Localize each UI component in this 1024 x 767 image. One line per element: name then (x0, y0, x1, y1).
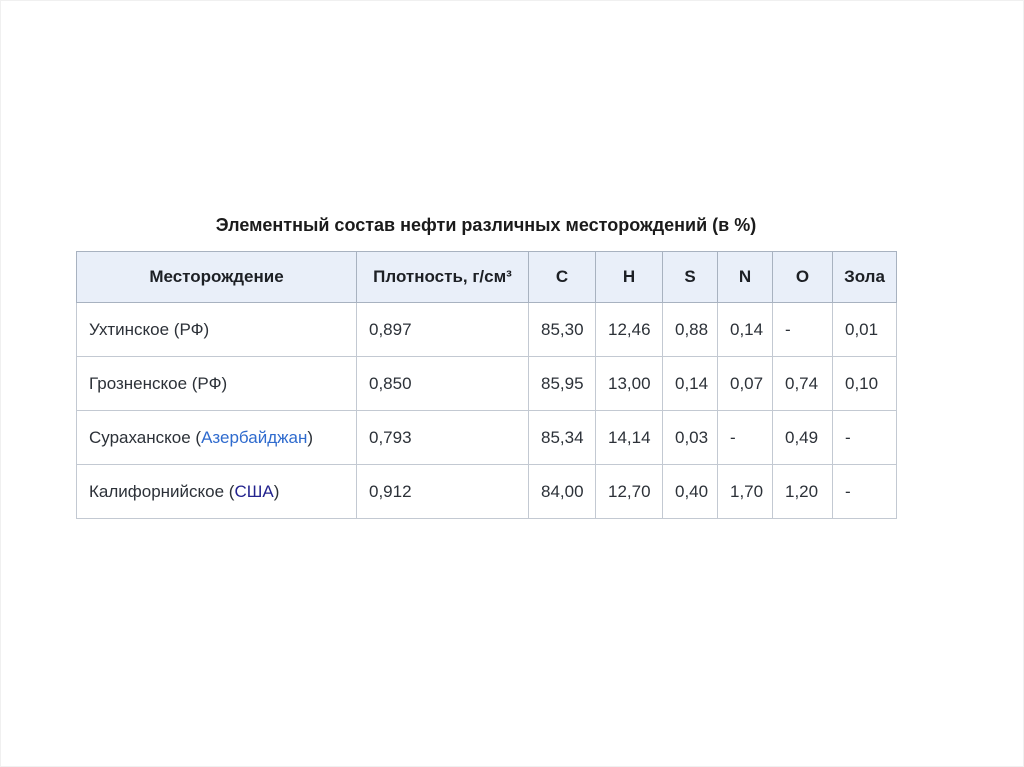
country-text: РФ (179, 319, 204, 339)
cell-deposit (77, 303, 357, 357)
table-row (77, 465, 897, 519)
cell-n: - (718, 411, 773, 465)
col-header-deposit: Месторождение (77, 252, 357, 303)
col-header-ash: Зола (833, 252, 897, 303)
cell-c: 85,34 (529, 411, 596, 465)
table-row (77, 411, 897, 465)
cell-deposit (77, 411, 357, 465)
cell-n: 1,70 (718, 465, 773, 519)
table-row (77, 303, 897, 357)
cell-o: - (773, 303, 833, 357)
cell-deposit (77, 357, 357, 411)
cell-h: 12,46 (596, 303, 663, 357)
deposit-name-suffix: ) (307, 427, 314, 447)
col-header-n: N (718, 252, 773, 303)
cell-o: 0,49 (773, 411, 833, 465)
cell-ash: 0,10 (833, 357, 897, 411)
col-header-c: C (529, 252, 596, 303)
cell-ash: 0,01 (833, 303, 897, 357)
table-row (77, 357, 897, 411)
cell-density: 0,850 (357, 357, 529, 411)
cell-h: 14,14 (596, 411, 663, 465)
country-link-usa[interactable]: США (234, 481, 274, 501)
cell-o: 0,74 (773, 357, 833, 411)
deposit-name: Ухтинское ( (89, 319, 180, 339)
deposit-name-suffix: ) (273, 481, 280, 501)
cell-s: 0,14 (663, 357, 718, 411)
col-header-h: H (596, 252, 663, 303)
deposit-name: Сураханское ( (89, 427, 202, 447)
deposit-name: Грозненское ( (89, 373, 198, 393)
cell-h: 13,00 (596, 357, 663, 411)
col-header-o: O (773, 252, 833, 303)
cell-s: 0,88 (663, 303, 718, 357)
header-row (77, 252, 897, 303)
country-link-azerbaijan[interactable]: Азербайджан (201, 427, 308, 447)
col-header-density: Плотность, г/см³ (357, 252, 529, 303)
col-header-s: S (663, 252, 718, 303)
cell-s: 0,03 (663, 411, 718, 465)
country-text: РФ (197, 373, 222, 393)
cell-ash: - (833, 465, 897, 519)
cell-ash: - (833, 411, 897, 465)
cell-h: 12,70 (596, 465, 663, 519)
cell-c: 85,95 (529, 357, 596, 411)
cell-n: 0,14 (718, 303, 773, 357)
table-title: Элементный состав нефти различных месторождений (в %) (215, 215, 757, 235)
table-block (76, 215, 896, 519)
cell-density: 0,793 (357, 411, 529, 465)
deposit-name-suffix: ) (221, 373, 228, 393)
cell-density: 0,897 (357, 303, 529, 357)
cell-n: 0,07 (718, 357, 773, 411)
oil-composition-table (76, 251, 897, 519)
cell-o: 1,20 (773, 465, 833, 519)
deposit-name: Калифорнийское ( (89, 481, 235, 501)
cell-deposit (77, 465, 357, 519)
cell-s: 0,40 (663, 465, 718, 519)
cell-c: 84,00 (529, 465, 596, 519)
cell-density: 0,912 (357, 465, 529, 519)
cell-c: 85,30 (529, 303, 596, 357)
deposit-name-suffix: ) (203, 319, 210, 339)
